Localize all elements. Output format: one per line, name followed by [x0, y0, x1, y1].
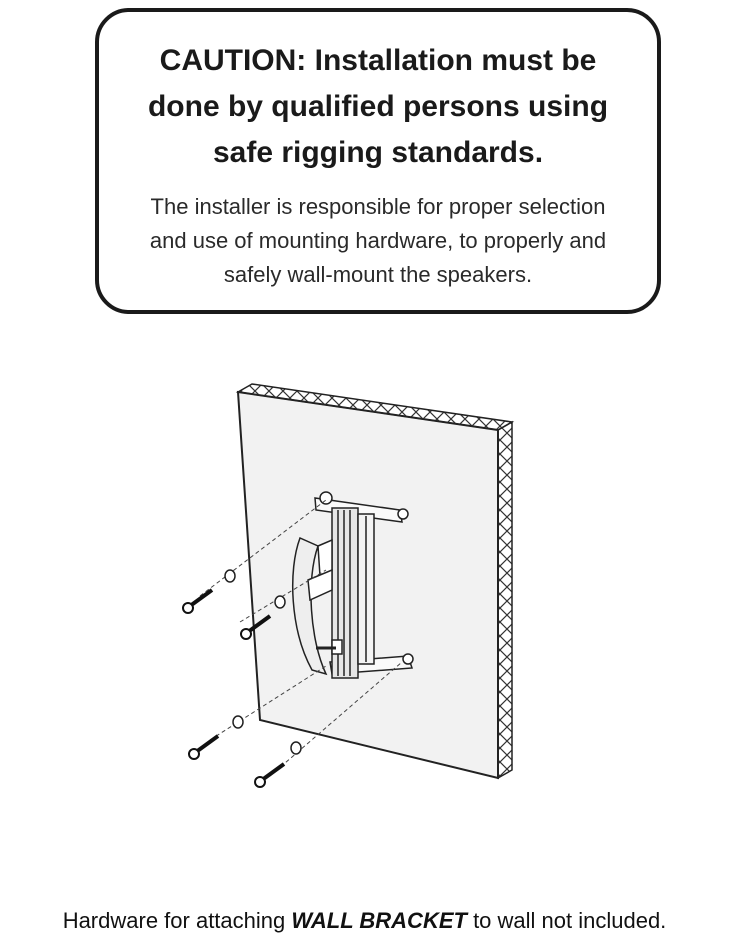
screw-icon [189, 736, 218, 759]
caution-body: The installer is responsible for proper selection and use of mounting hardware, to properly and safely wall-mount the speakers. [149, 194, 607, 287]
footer-emphasis: WALL BRACKET [291, 908, 467, 933]
screw-icon [183, 590, 212, 613]
caution-box [95, 8, 661, 314]
wall-bracket-mounting-diagram-icon [150, 370, 530, 800]
screw-icon [255, 764, 284, 787]
footer-note [0, 906, 729, 936]
caution-title: CAUTION: Installation must be done by qualified persons using safe rigging standards. [147, 44, 609, 169]
footer-text-before: Hardware for attaching [62, 908, 292, 933]
footer-text-after: to wall not included. [466, 908, 667, 933]
wall-panel [238, 384, 512, 778]
